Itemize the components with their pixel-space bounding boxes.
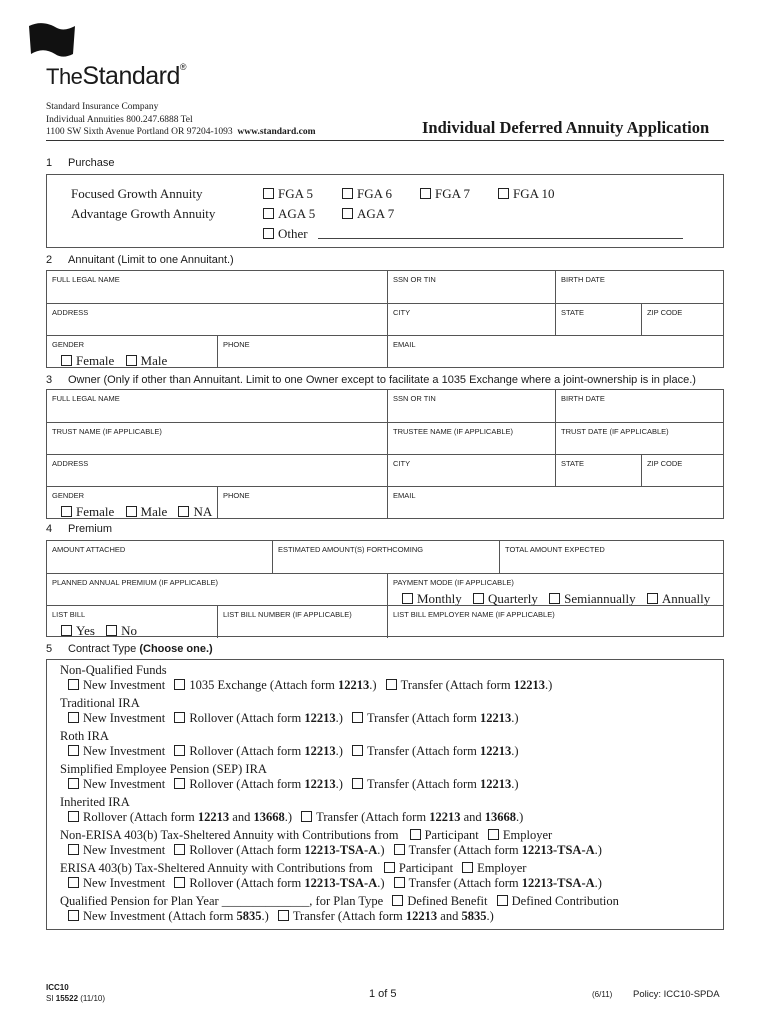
footer-policy: Policy: ICC10-SPDA — [633, 989, 720, 1000]
aga7-checkbox[interactable]: AGA 7 — [342, 206, 394, 222]
inherited-transfer-checkbox[interactable]: Transfer (Attach form 12213 and 13668.) — [301, 810, 523, 824]
list-bill-yes-checkbox[interactable]: Yes — [61, 623, 95, 638]
owner-grid — [46, 389, 724, 519]
list-bill-number-field[interactable]: LIST BILL NUMBER (IF APPLICABLE) — [217, 606, 387, 638]
trad-transfer-checkbox[interactable]: Transfer (Attach form 12213.) — [352, 711, 519, 725]
section-3-title: Owner (Only if other than Annuitant. Limit to one Owner except to facilitate a 1035 Exchange where a joint-ownership is in place.) — [68, 374, 696, 386]
defined-benefit-checkbox[interactable]: Defined Benefit — [392, 894, 487, 908]
nonerisa-options — [68, 843, 608, 858]
trad-options — [68, 711, 525, 726]
defined-contribution-checkbox[interactable]: Defined Contribution — [497, 894, 619, 908]
footer-si: SI 15522 (11/10) — [46, 994, 106, 1003]
owner-na-checkbox[interactable]: NA — [178, 504, 212, 519]
estimated-amount-field[interactable]: ESTIMATED AMOUNT(S) FORTHCOMING — [272, 541, 499, 573]
section-4-heading: 4 Premium — [46, 523, 113, 535]
list-bill-no-checkbox[interactable]: No — [106, 623, 137, 638]
fga7-checkbox[interactable]: FGA 7 — [420, 186, 470, 202]
erisa-new-checkbox[interactable]: New Investment — [68, 876, 165, 890]
annuitant-birthdate-field[interactable]: BIRTH DATE — [555, 271, 723, 303]
erisa-rollover-checkbox[interactable]: Rollover (Attach form 12213-TSA-A.) — [174, 876, 384, 890]
section-4-title: Premium — [68, 523, 113, 535]
erisa-label: ERISA 403(b) Tax-Sheltered Annuity with Contributions from Participant Employer — [60, 861, 527, 875]
monthly-checkbox[interactable]: Monthly — [402, 591, 462, 606]
checkbox-icon — [342, 208, 353, 219]
footer-icc: ICC10 — [46, 983, 69, 992]
nonerisa-label: Non-ERISA 403(b) Tax-Sheltered Annuity with Contributions from Participant Employer — [60, 828, 553, 842]
semiannually-checkbox[interactable]: Semiannually — [549, 591, 636, 606]
annually-checkbox[interactable]: Annually — [647, 591, 710, 606]
company-name: Standard Insurance Company — [46, 102, 159, 112]
qualified-pension-options — [68, 909, 500, 924]
aga5-checkbox[interactable]: AGA 5 — [263, 206, 315, 222]
annuitant-state-field[interactable]: STATE — [555, 304, 641, 336]
owner-male-checkbox[interactable]: Male — [126, 504, 168, 519]
owner-email-field[interactable]: EMAIL — [387, 487, 723, 519]
quarterly-checkbox[interactable]: Quarterly — [473, 591, 538, 606]
annuitant-city-field[interactable]: CITY — [387, 304, 555, 336]
other-input-line[interactable] — [318, 238, 683, 239]
trad-new-checkbox[interactable]: New Investment — [68, 711, 165, 725]
owner-female-checkbox[interactable]: Female — [61, 504, 114, 519]
owner-ssn-field[interactable]: SSN OR TIN — [387, 390, 555, 422]
nonerisa-employer-checkbox[interactable]: Employer — [488, 828, 552, 842]
roth-rollover-checkbox[interactable]: Rollover (Attach form 12213.) — [174, 744, 342, 758]
list-bill-field: LIST BILL Yes No — [52, 610, 138, 638]
section-1-heading: 1 Purchase — [46, 157, 115, 169]
purchase-box — [46, 174, 724, 248]
plan-year-input[interactable]: ______________ — [221, 894, 310, 908]
planned-premium-field[interactable]: PLANNED ANNUAL PREMIUM (IF APPLICABLE) — [52, 578, 219, 587]
checkbox-icon — [420, 188, 431, 199]
annuitant-zip-field[interactable]: ZIP CODE — [641, 304, 723, 336]
nonerisa-rollover-checkbox[interactable]: Rollover (Attach form 12213-TSA-A.) — [174, 843, 384, 857]
sep-label: Simplified Employee Pension (SEP) IRA — [60, 762, 267, 776]
inherited-rollover-checkbox[interactable]: Rollover (Attach form 12213 and 13668.) — [68, 810, 292, 824]
sep-options — [68, 777, 525, 792]
sep-transfer-checkbox[interactable]: Transfer (Attach form 12213.) — [352, 777, 519, 791]
section-1-title: Purchase — [68, 157, 115, 169]
annuitant-name-field[interactable]: FULL LEGAL NAME — [52, 275, 120, 284]
payment-mode-field: PAYMENT MODE (IF APPLICABLE) Monthly Quarterly Semiannually Annually — [387, 574, 723, 606]
fga-label: Focused Growth Annuity — [71, 186, 203, 201]
footer-code — [46, 982, 105, 1004]
premium-grid — [46, 540, 724, 637]
checkbox-icon — [342, 188, 353, 199]
checkbox-icon — [263, 228, 274, 239]
section-2-title: Annuitant (Limit to one Annuitant.) — [68, 254, 234, 266]
section-5-choose: (Choose one.) — [139, 643, 213, 655]
nonerisa-transfer-checkbox[interactable]: Transfer (Attach form 12213-TSA-A.) — [394, 843, 602, 857]
section-5-heading: 5 Contract Type (Choose one.) — [46, 643, 213, 655]
section-5-title: Contract Type — [68, 643, 140, 655]
qp-transfer-checkbox[interactable]: Transfer (Attach form 12213 and 5835.) — [278, 909, 494, 923]
nq-new-checkbox[interactable]: New Investment — [68, 678, 165, 692]
erisa-participant-checkbox[interactable]: Participant — [384, 861, 453, 875]
sep-new-checkbox[interactable]: New Investment — [68, 777, 165, 791]
company-address: 1100 SW Sixth Avenue Portland OR 97204-1093 www.standard.com — [46, 127, 316, 137]
checkbox-icon — [263, 208, 274, 219]
inherited-label: Inherited IRA — [60, 795, 130, 809]
aga-label: Advantage Growth Annuity — [71, 206, 216, 221]
nonerisa-new-checkbox[interactable]: New Investment — [68, 843, 165, 857]
amount-attached-field[interactable]: AMOUNT ATTACHED — [52, 545, 126, 554]
erisa-employer-checkbox[interactable]: Employer — [462, 861, 526, 875]
trust-date-field[interactable]: TRUST DATE (IF APPLICABLE) — [555, 423, 723, 455]
nq-label: Non-Qualified Funds — [60, 663, 167, 677]
brand-the: The — [46, 64, 83, 89]
owner-address-field[interactable]: ADDRESS — [52, 459, 89, 468]
nq-1035-checkbox[interactable]: 1035 Exchange (Attach form 12213.) — [174, 678, 376, 692]
sep-rollover-checkbox[interactable]: Rollover (Attach form 12213.) — [174, 777, 342, 791]
owner-zip-field[interactable]: ZIP CODE — [641, 455, 723, 487]
annuitant-grid — [46, 270, 724, 368]
list-bill-employer-field[interactable]: LIST BILL EMPLOYER NAME (IF APPLICABLE) — [387, 606, 723, 638]
checkbox-icon — [263, 188, 274, 199]
annuitant-address-field[interactable]: ADDRESS — [52, 308, 89, 317]
annuitant-gender-field: GENDER Female Male — [52, 340, 168, 368]
qualified-pension-label: Qualified Pension for Plan Year ______________, for Plan Type Defined Benefit Defined Contribution — [60, 894, 619, 908]
annuitant-ssn-field[interactable]: SSN OR TIN — [387, 271, 555, 303]
owner-gender-field: GENDER Female Male NA — [52, 491, 213, 519]
trad-rollover-checkbox[interactable]: Rollover (Attach form 12213.) — [174, 711, 342, 725]
roth-options — [68, 744, 525, 759]
erisa-options — [68, 876, 608, 891]
company-contact: Individual Annuities 800.247.6888 Tel — [46, 114, 193, 125]
nonerisa-participant-checkbox[interactable]: Participant — [410, 828, 479, 842]
inherited-options — [68, 810, 529, 825]
form-title: Individual Deferred Annuity Application — [422, 118, 710, 137]
annuitant-phone-field[interactable]: PHONE — [217, 336, 387, 368]
owner-phone-field[interactable]: PHONE — [217, 487, 387, 519]
owner-state-field[interactable]: STATE — [555, 455, 641, 487]
section-2-heading: 2 Annuitant (Limit to one Annuitant.) — [46, 254, 234, 266]
roth-label: Roth IRA — [60, 729, 109, 743]
qp-new-checkbox[interactable]: New Investment (Attach form 5835.) — [68, 909, 269, 923]
flag-logo-icon — [27, 20, 77, 65]
owner-birthdate-field[interactable]: BIRTH DATE — [555, 390, 723, 422]
brand-logo — [46, 62, 186, 91]
brand-standard: Standard — [82, 62, 180, 90]
checkbox-icon — [498, 188, 509, 199]
company-info — [46, 101, 316, 139]
erisa-transfer-checkbox[interactable]: Transfer (Attach form 12213-TSA-A.) — [394, 876, 602, 890]
nq-options — [68, 678, 558, 693]
owner-city-field[interactable]: CITY — [387, 455, 555, 487]
fga6-checkbox[interactable]: FGA 6 — [342, 186, 392, 202]
owner-name-field[interactable]: FULL LEGAL NAME — [52, 394, 120, 403]
other-checkbox[interactable]: Other — [263, 226, 308, 242]
fga5-checkbox[interactable]: FGA 5 — [263, 186, 313, 202]
header-rule — [46, 140, 724, 141]
trust-name-field[interactable]: TRUST NAME (IF APPLICABLE) — [52, 427, 162, 436]
footer-date: (6/11) — [592, 990, 613, 999]
roth-new-checkbox[interactable]: New Investment — [68, 744, 165, 758]
trad-label: Traditional IRA — [60, 696, 140, 710]
fga10-checkbox[interactable]: FGA 10 — [498, 186, 555, 202]
annuitant-female-checkbox[interactable]: Female — [61, 353, 114, 368]
annuitant-male-checkbox[interactable]: Male — [126, 353, 168, 368]
section-3-heading: 3 Owner (Only if other than Annuitant. Limit to one Owner except to facilitate a 1035 Exchange where a joint-ownership is in place.) — [46, 374, 696, 386]
trustee-name-field[interactable]: TRUSTEE NAME (IF APPLICABLE) — [387, 423, 555, 455]
page-number: 1 of 5 — [369, 988, 397, 1000]
annuitant-email-field[interactable]: EMAIL — [387, 336, 723, 368]
roth-transfer-checkbox[interactable]: Transfer (Attach form 12213.) — [352, 744, 519, 758]
company-website[interactable]: www.standard.com — [237, 127, 316, 137]
total-amount-field[interactable]: TOTAL AMOUNT EXPECTED — [499, 541, 723, 573]
registered-mark: ® — [179, 62, 187, 72]
nq-transfer-checkbox[interactable]: Transfer (Attach form 12213.) — [386, 678, 553, 692]
